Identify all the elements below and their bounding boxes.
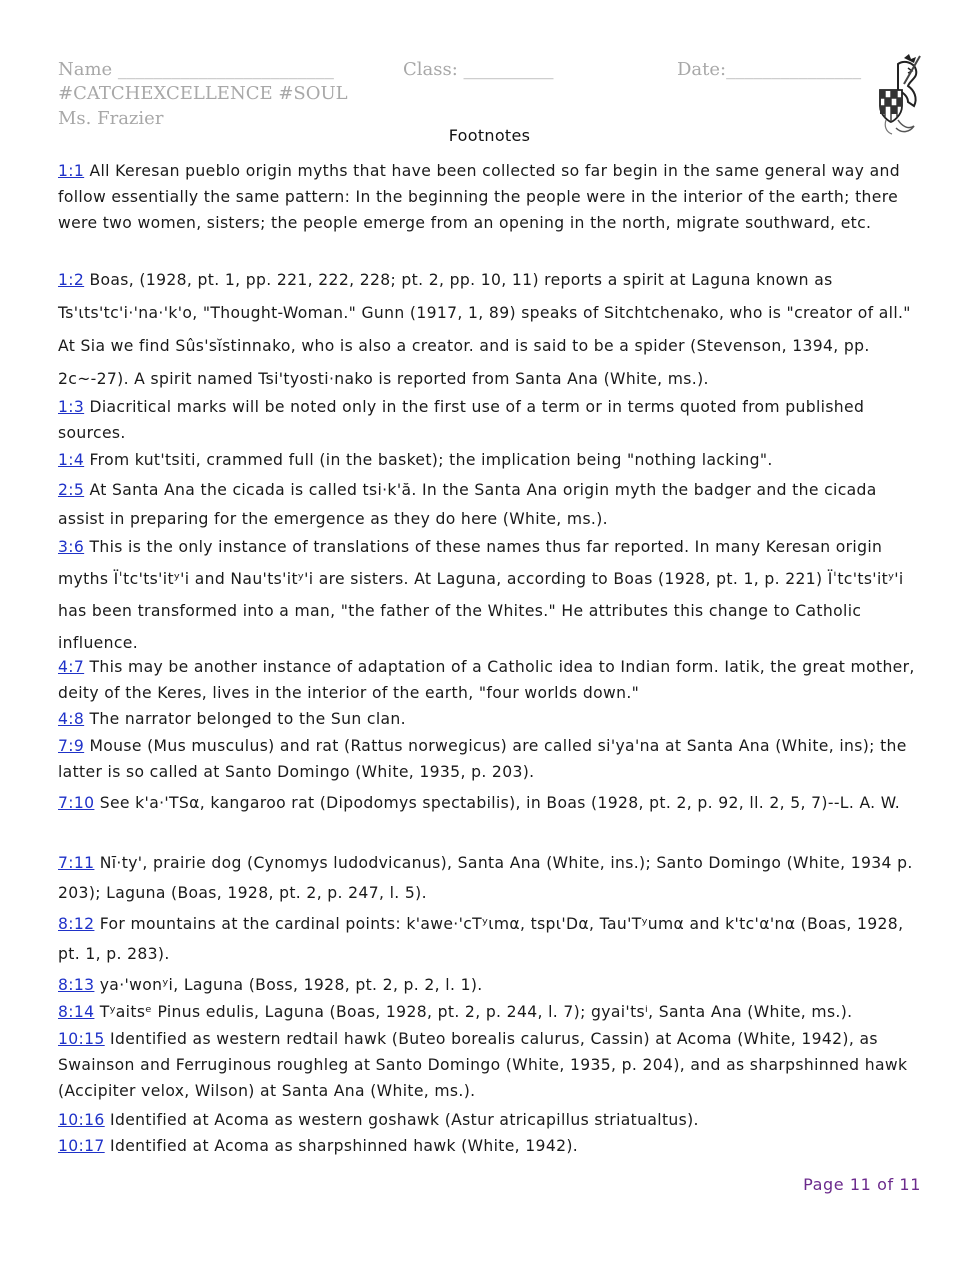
footnote-item bbox=[58, 654, 920, 706]
footnote-item bbox=[58, 264, 920, 396]
footnote-link[interactable]: 1:3 bbox=[58, 398, 85, 416]
footnote-link[interactable]: 8:14 bbox=[58, 1003, 95, 1021]
footnote-text: Nī·ty', prairie dog (Cynomys ludodvicanus), Santa Ana (White, ins.); Santo Domingo (White, 1934 p. 203); Laguna (Boas, 1928, pt. 2, p. 247, l. 5). bbox=[58, 854, 913, 902]
footnote-text: At Santa Ana the cicada is called tsi·k'ă. In the Santa Ana origin myth the badger and the cicada assist in preparing for the emergence as they do here (White, ms.). bbox=[58, 481, 877, 528]
footnote-link[interactable]: 8:13 bbox=[58, 976, 95, 994]
footnote-link[interactable]: 3:6 bbox=[58, 538, 85, 556]
footnote-text: This is the only instance of translations of these names thus far reported. In many Keresan origin myths Ïˈtc'ts'itʸ'i and Nau'ts'itʸ'i are sisters. At Laguna, according to Boas (1928, pt. 1, p. 221) Ïˈtc'ts'itʸ'i has been transformed into a man, "the father of the Whites." He attributes this change to Catholic influence. bbox=[58, 538, 904, 652]
footnote-text: All Keresan pueblo origin myths that have been collected so far begin in the same general way and follow essentially the same pattern: In the beginning the people were in the interior of the earth; there were two women, sisters; the people emerge from an opening in the north, migrate southward, etc. bbox=[58, 162, 900, 232]
footnote-item bbox=[58, 394, 920, 446]
footnote-text: ya·'wonʸi, Laguna (Boss, 1928, pt. 2, p. 2, l. 1). bbox=[94, 976, 483, 994]
footnote-text: Identified at Acoma as western goshawk (Astur atricapillus striatualtus). bbox=[104, 1111, 699, 1129]
footnote-item bbox=[58, 158, 920, 236]
footnote-item bbox=[58, 999, 920, 1025]
footnote-item bbox=[58, 1133, 920, 1159]
footnote-text: Diacritical marks will be noted only in the first use of a term or in terms quoted from published sources. bbox=[58, 398, 865, 442]
teacher-name: Ms. Frazier bbox=[58, 108, 164, 129]
page-number: Page 11 of 11 bbox=[803, 1175, 921, 1194]
footnote-link[interactable]: 7:10 bbox=[58, 794, 95, 812]
footnote-text: Boas, (1928, pt. 1, pp. 221, 222, 228; pt. 2, pp. 10, 11) reports a spirit at Laguna known as Ts'ɩts'tc'i·'na·'k'o, "Thought-Woman." Gunn (1917, 1, 89) speaks of Sitchtchenako, who is "creator of all." At Sia we find Sûs'sĭstinnako, who is also a creator. and is said to be a spider (Stevenson, 1394, pp. 2c~-27). A spirit named Tsi'tyosti·nako is reported from Santa Ana (White, ms.). bbox=[58, 271, 911, 388]
footnote-link[interactable]: 1:1 bbox=[58, 162, 85, 180]
hashtags: #CATCHEXCELLENCE #SOUL bbox=[58, 83, 348, 104]
footnote-link[interactable]: 10:17 bbox=[58, 1137, 105, 1155]
footnote-link[interactable]: 2:5 bbox=[58, 481, 85, 499]
footnote-link[interactable]: 10:15 bbox=[58, 1030, 105, 1048]
footnote-text: Tʸaitsᵉ Pinus edulis, Laguna (Boas, 1928, pt. 2, p. 244, l. 7); gyai'tsⁱ, Santa Ana (White, ms.). bbox=[94, 1003, 853, 1021]
footnote-link[interactable]: 7:9 bbox=[58, 737, 85, 755]
footnote-item bbox=[58, 733, 920, 785]
footnote-text: From kut'tsiti, crammed full (in the basket); the implication being "nothing lacking". bbox=[84, 451, 773, 469]
footnote-link[interactable]: 1:2 bbox=[58, 271, 85, 289]
footnote-item bbox=[58, 848, 920, 908]
footnote-link[interactable]: 4:7 bbox=[58, 658, 85, 676]
footnote-item bbox=[58, 476, 920, 534]
footnote-item bbox=[58, 972, 920, 998]
footnote-link[interactable]: 8:12 bbox=[58, 915, 95, 933]
footnote-link[interactable]: 10:16 bbox=[58, 1111, 105, 1129]
footnote-link[interactable]: 4:8 bbox=[58, 710, 85, 728]
footnote-text: See k'a·'TSα, kangaroo rat (Dipodomys spectabilis), in Boas (1928, pt. 2, p. 92, ll. 2, 5, 7)--L. A. W. bbox=[94, 794, 901, 812]
footnote-text: This may be another instance of adaptation of a Catholic idea to Indian form. Iatik, the great mother, deity of the Keres, lives in the interior of the earth, "four worlds down." bbox=[58, 658, 915, 702]
footnote-text: Identified as western redtail hawk (Buteo borealis calurus, Cassin) at Acoma (White, 1942), as Swainson and Ferruginous roughleg at Santo Domingo (White, 1935, p. 204), and as sharpshinned hawk (Accipiter velox, Wilson) at Santa Ana (White, ms.). bbox=[58, 1030, 908, 1100]
footnote-item bbox=[58, 1107, 920, 1133]
footnote-item bbox=[58, 531, 920, 659]
footnote-item bbox=[58, 909, 920, 969]
footnote-text: The narrator belonged to the Sun clan. bbox=[84, 710, 406, 728]
footnote-item bbox=[58, 447, 920, 473]
footnote-item bbox=[58, 706, 920, 732]
footnote-link[interactable]: 1:4 bbox=[58, 451, 85, 469]
footnote-text: Identified at Acoma as sharpshinned hawk (White, 1942). bbox=[104, 1137, 579, 1155]
class-field: Class: __________ bbox=[403, 59, 554, 80]
footnote-text: Mouse (Mus musculus) and rat (Rattus norwegicus) are called si'ya'na at Santa Ana (White, ins); the latter is so called at Santo Domingo (White, 1935, p. 203). bbox=[58, 737, 907, 781]
footnote-text: For mountains at the cardinal points: k'awe·'cTʸɩmα, tspɩ'Dα, Tau'Tʸumα and k'tc'α'nα (Boas, 1928, pt. 1, p. 283). bbox=[58, 915, 904, 963]
footnote-link[interactable]: 7:11 bbox=[58, 854, 95, 872]
name-field: Name ________________________ bbox=[58, 59, 334, 80]
page-title: Footnotes bbox=[448, 126, 531, 145]
footnote-item bbox=[58, 1026, 920, 1104]
footnote-item bbox=[58, 788, 920, 818]
date-field: Date:_______________ bbox=[677, 59, 862, 80]
